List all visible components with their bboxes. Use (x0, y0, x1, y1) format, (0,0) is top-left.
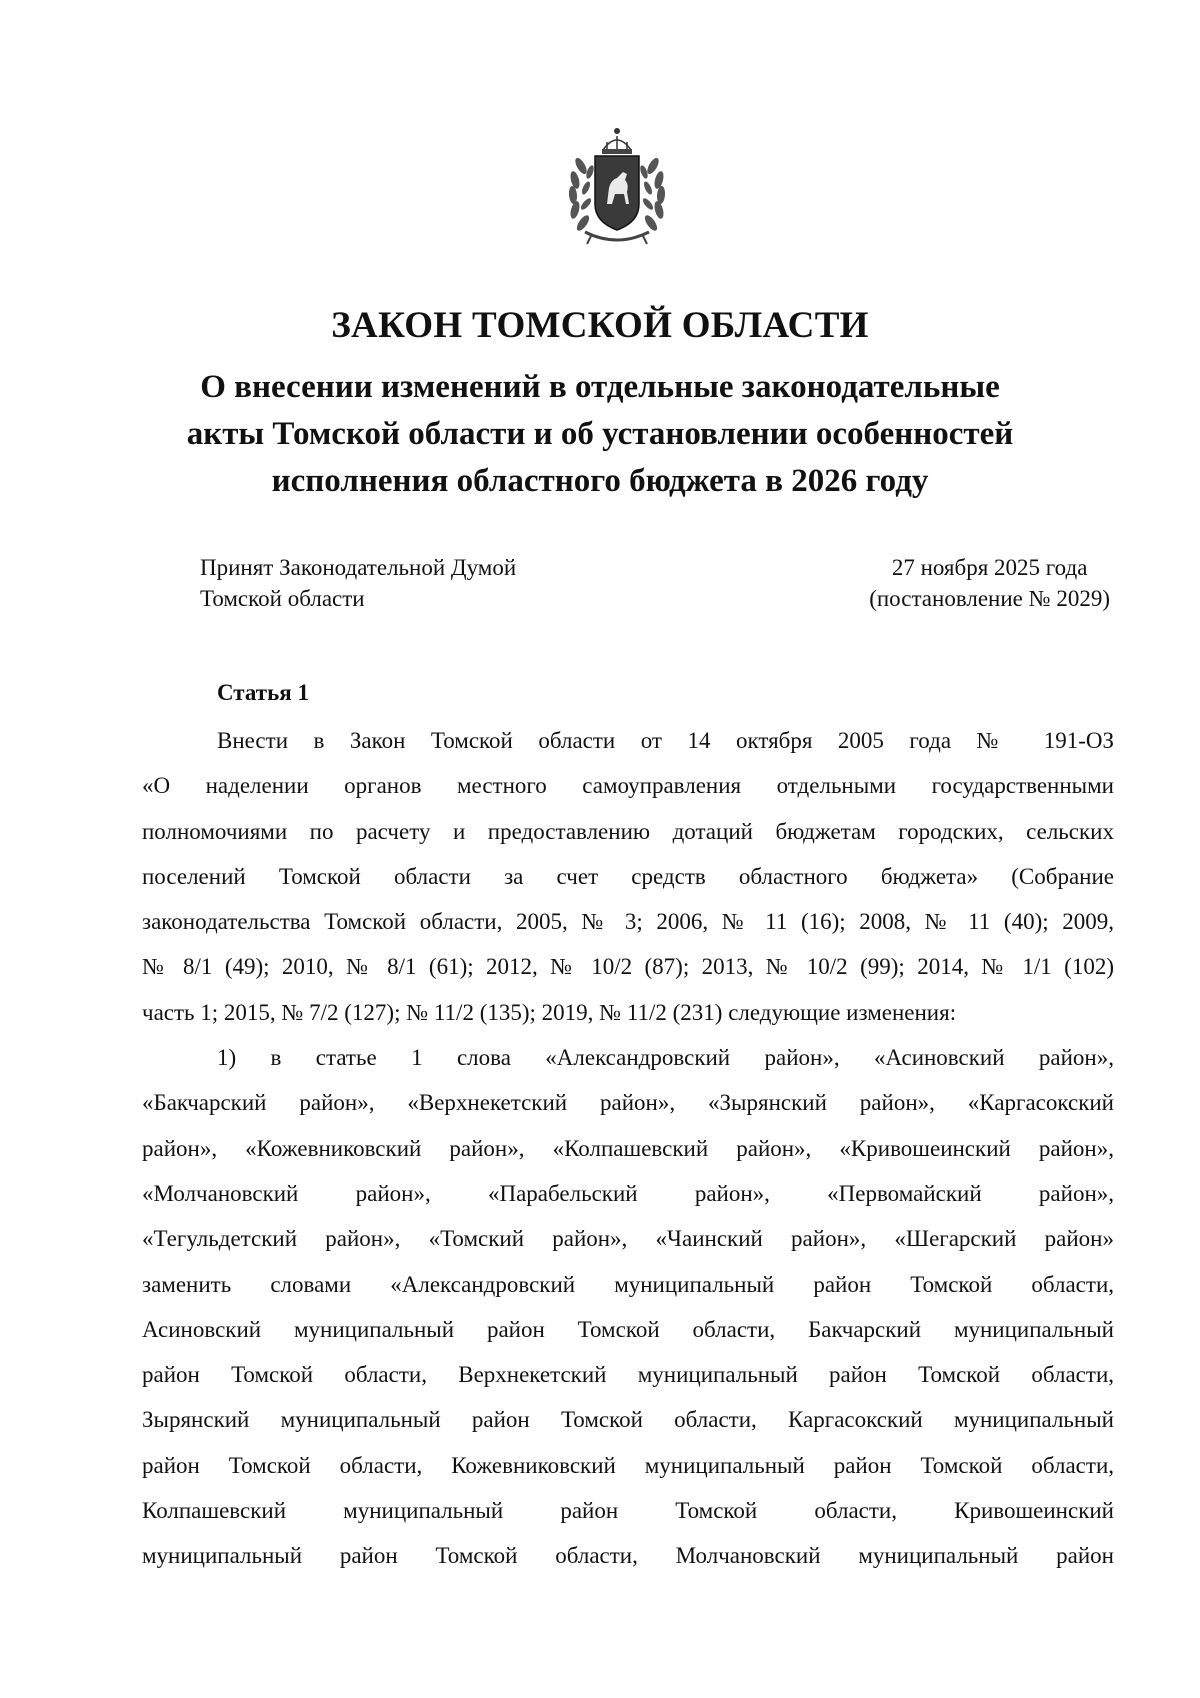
paragraph-line: часть 1; 2015, № 7/2 (127); № 11/2 (135); 2019, № 11/2 (231) следующие изменения: (142, 999, 957, 1025)
paragraph-line: район Томской области, Верхнекетский муниципальный район Томской области, (142, 1362, 1114, 1388)
law-subtitle (0, 364, 1200, 505)
paragraph-line: Внести в Закон Томской области от 14 октября 2005 года № 191-ОЗ (217, 728, 1114, 753)
paragraph-line: муниципальный район Томской области, Молчановский муниципальный район (142, 1543, 1114, 1569)
paragraph-line: заменить словами «Александровский муниципальный район Томской области, (142, 1271, 1114, 1297)
resolution-number: (постановление № 2029) (869, 586, 1110, 611)
adoption-date-block (869, 552, 1110, 614)
tomsk-oblast-coat-of-arms-icon (557, 122, 677, 250)
adoption-body (200, 552, 516, 614)
article-heading: Статья 1 (217, 680, 309, 705)
paragraph-line: «Молчановский район», «Парабельский район», «Первомайский район», (142, 1180, 1114, 1206)
paragraph-line: «О наделении органов местного самоуправления отдельными государственными (142, 773, 1114, 799)
article-body (142, 718, 1114, 1579)
paragraph-line: поселений Томской области за счет средств областного бюджета» (Собрание (142, 863, 1114, 889)
law-subtitle-line: О внесении изменений в отдельные законодательные (200, 369, 1000, 405)
law-subtitle-line: акты Томской области и об установлении особенностей (186, 416, 1014, 452)
law-title: ЗАКОН ТОМСКОЙ ОБЛАСТИ (331, 305, 869, 346)
paragraph-line: Колпашевский муниципальный район Томской области, Кривошеинский (142, 1498, 1114, 1524)
paragraph-line: район Томской области, Кожевниковский муниципальный район Томской области, (142, 1452, 1114, 1478)
law-subtitle-line: исполнения областного бюджета в 2026 году (271, 463, 929, 499)
paragraph-line: № 8/1 (49); 2010, № 8/1 (61); 2012, № 10/2 (87); 2013, № 10/2 (99); 2014, № 1/1 (102) (142, 954, 1114, 980)
adoption-body-line: Томской области (200, 586, 365, 611)
paragraph-line: полномочиями по расчету и предоставлению дотаций бюджетам городских, сельских (142, 818, 1114, 844)
adoption-date: 27 ноября 2025 года (891, 555, 1088, 580)
paragraph-line: Зырянский муниципальный район Томской области, Каргасокский муниципальный (142, 1407, 1114, 1433)
paragraph-line: 1) в статье 1 слова «Александровский район», «Асиновский район», (217, 1045, 1114, 1071)
paragraph-line: «Бакчарский район», «Верхнекетский район», «Зырянский район», «Каргасокский (142, 1090, 1114, 1116)
paragraph-line: «Тегульдетский район», «Томский район», «Чаинский район», «Шегарский район» (142, 1226, 1114, 1252)
paragraph-line: законодательства Томской области, 2005, № 3; 2006, № 11 (16); 2008, № 11 (40); 2009, (142, 909, 1114, 935)
paragraph-line: Асиновский муниципальный район Томской области, Бакчарский муниципальный (142, 1316, 1114, 1342)
adoption-body-line: Принят Законодательной Думой (200, 555, 517, 580)
paragraph-line: район», «Кожевниковский район», «Колпашевский район», «Кривошеинский район», (142, 1135, 1114, 1161)
